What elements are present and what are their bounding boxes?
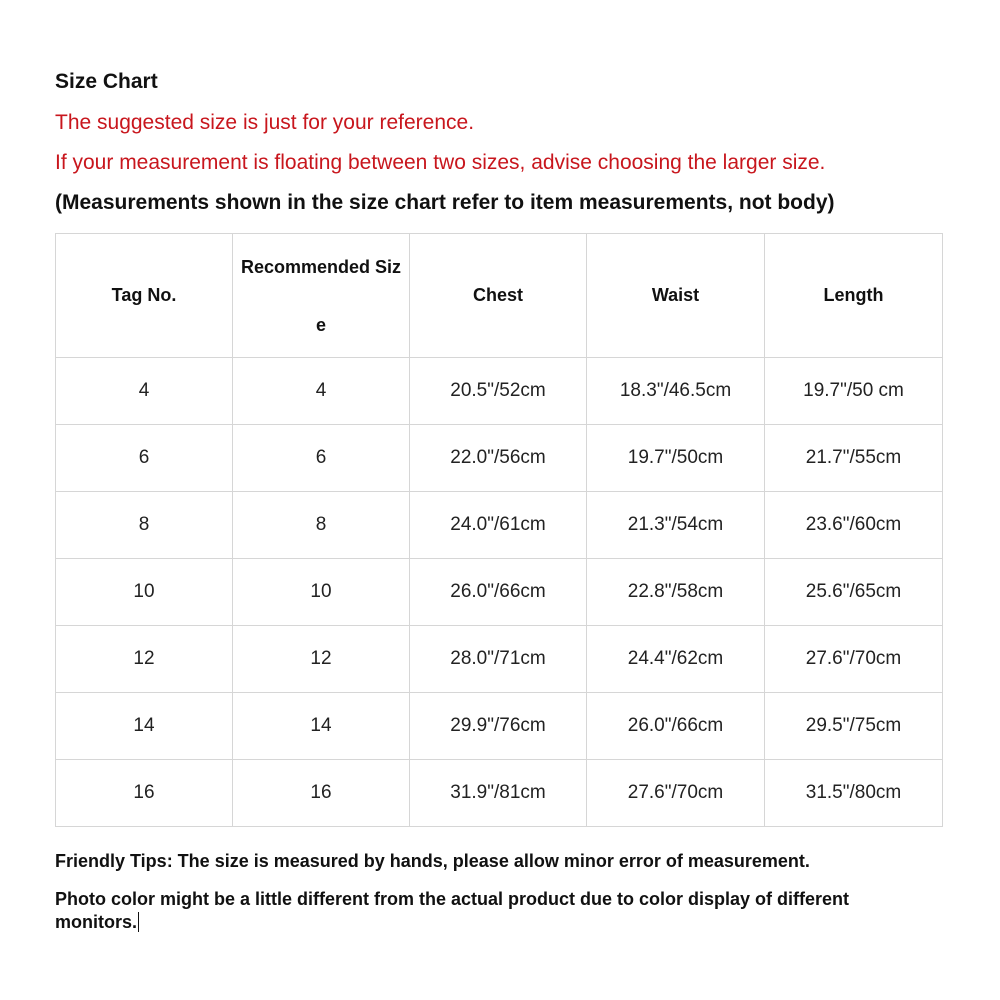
cell-tag-no: 14 [56, 693, 233, 760]
cell-waist: 26.0"/66cm [587, 693, 765, 760]
cell-recommended-size: 14 [233, 693, 410, 760]
cell-recommended-size: 12 [233, 626, 410, 693]
cell-tag-no: 16 [56, 760, 233, 827]
table-row [56, 425, 943, 492]
header-length: Length [765, 234, 943, 358]
cell-waist: 22.8"/58cm [587, 559, 765, 626]
cell-chest: 26.0"/66cm [410, 559, 587, 626]
cell-recommended-size: 16 [233, 760, 410, 827]
header-waist: Waist [587, 234, 765, 358]
cell-length: 31.5"/80cm [765, 760, 943, 827]
measurement-note: (Measurements shown in the size chart refer to item measurements, not body) [55, 191, 835, 214]
size-chart-title: Size Chart [55, 70, 158, 93]
table-row [56, 693, 943, 760]
cell-chest: 31.9"/81cm [410, 760, 587, 827]
cell-waist: 18.3"/46.5cm [587, 358, 765, 425]
reference-notice: The suggested size is just for your reference. [55, 111, 475, 134]
text-cursor [138, 912, 139, 932]
cell-tag-no: 10 [56, 559, 233, 626]
cell-chest: 20.5"/52cm [410, 358, 587, 425]
cell-length: 19.7"/50 cm [765, 358, 943, 425]
cell-recommended-size: 6 [233, 425, 410, 492]
cell-chest: 29.9"/76cm [410, 693, 587, 760]
cell-waist: 24.4"/62cm [587, 626, 765, 693]
header-tag-no: Tag No. [56, 234, 233, 358]
cell-chest: 28.0"/71cm [410, 626, 587, 693]
table-row [56, 559, 943, 626]
friendly-tips: Friendly Tips: The size is measured by hands, please allow minor error of measurement. [55, 851, 810, 871]
table-header-row [56, 234, 943, 358]
table-row [56, 492, 943, 559]
cell-length: 23.6"/60cm [765, 492, 943, 559]
cell-waist: 21.3"/54cm [587, 492, 765, 559]
table-row [56, 358, 943, 425]
header-recommended-size [233, 234, 410, 358]
cell-waist: 27.6"/70cm [587, 760, 765, 827]
table-body [56, 358, 943, 827]
larger-size-advice: If your measurement is floating between two sizes, advise choosing the larger size. [55, 151, 826, 174]
header-recommended-size-label: Recommended Size [240, 256, 402, 335]
header-chest: Chest [410, 234, 587, 358]
size-table [55, 233, 943, 827]
cell-recommended-size: 10 [233, 559, 410, 626]
color-disclaimer-text: Photo color might be a little different from the actual product due to color display of different monitors. [55, 889, 850, 932]
cell-chest: 24.0"/61cm [410, 492, 587, 559]
table-row [56, 760, 943, 827]
cell-tag-no: 4 [56, 358, 233, 425]
cell-tag-no: 12 [56, 626, 233, 693]
cell-length: 25.6"/65cm [765, 559, 943, 626]
cell-length: 29.5"/75cm [765, 693, 943, 760]
cell-recommended-size: 4 [233, 358, 410, 425]
table-row [56, 626, 943, 693]
cell-tag-no: 8 [56, 492, 233, 559]
cell-length: 27.6"/70cm [765, 626, 943, 693]
cell-chest: 22.0"/56cm [410, 425, 587, 492]
cell-waist: 19.7"/50cm [587, 425, 765, 492]
color-disclaimer [55, 888, 935, 934]
cell-tag-no: 6 [56, 425, 233, 492]
cell-length: 21.7"/55cm [765, 425, 943, 492]
cell-recommended-size: 8 [233, 492, 410, 559]
